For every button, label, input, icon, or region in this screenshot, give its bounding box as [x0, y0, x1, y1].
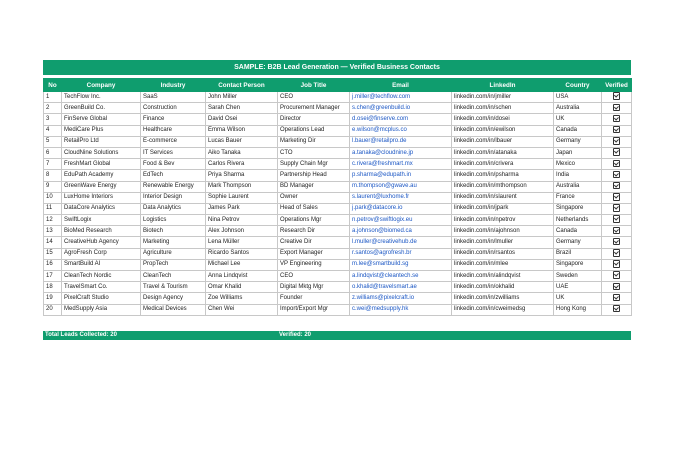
col-header-country[interactable]: Country	[554, 79, 602, 92]
table-row	[44, 147, 632, 158]
cell-company[interactable]: FreshMart Global	[62, 159, 141, 170]
cell-industry[interactable]: E-commerce	[141, 136, 206, 147]
cell-verified[interactable]	[602, 136, 632, 147]
cell-industry[interactable]: Food & Bev	[141, 159, 206, 170]
cell-linkedin[interactable]: linkedin.com/in/okhalid	[452, 282, 554, 293]
cell-job-title[interactable]: Owner	[278, 192, 350, 203]
col-header-email[interactable]: Email	[350, 79, 452, 92]
cell-contact-person[interactable]: Mark Thompson	[206, 181, 278, 192]
table-row	[44, 181, 632, 192]
cell-job-title[interactable]: Partnership Head	[278, 170, 350, 181]
cell-linkedin[interactable]: linkedin.com/in/npetrov	[452, 215, 554, 226]
cell-country[interactable]: France	[554, 192, 602, 203]
cell-contact-person[interactable]: Omar Khalid	[206, 282, 278, 293]
cell-job-title[interactable]: Digital Mktg Mgr	[278, 282, 350, 293]
cell-verified[interactable]	[602, 125, 632, 136]
cell-verified[interactable]	[602, 181, 632, 192]
cell-email[interactable]: d.osei@finserve.com	[350, 114, 452, 125]
cell-verified[interactable]	[602, 170, 632, 181]
cell-verified[interactable]	[602, 293, 632, 304]
cell-no[interactable]: 9	[44, 181, 62, 192]
cell-email[interactable]: r.santos@agrofresh.br	[350, 248, 452, 259]
cell-no[interactable]: 10	[44, 192, 62, 203]
cell-industry[interactable]: PropTech	[141, 259, 206, 270]
checked-checkbox-icon[interactable]	[613, 193, 621, 201]
cell-linkedin[interactable]: linkedin.com/in/crivera	[452, 159, 554, 170]
cell-email[interactable]: s.laurent@luxhome.fr	[350, 192, 452, 203]
cell-company[interactable]: EduPath Academy	[62, 170, 141, 181]
cell-job-title[interactable]: Operations Mgr	[278, 215, 350, 226]
cell-industry[interactable]: Marketing	[141, 237, 206, 248]
cell-job-title[interactable]: VP Engineering	[278, 259, 350, 270]
cell-industry[interactable]: Agriculture	[141, 248, 206, 259]
cell-no[interactable]: 2	[44, 103, 62, 114]
cell-no[interactable]: 7	[44, 159, 62, 170]
cell-verified[interactable]	[602, 304, 632, 315]
cell-job-title[interactable]: Marketing Dir	[278, 136, 350, 147]
table-row	[44, 203, 632, 214]
cell-email[interactable]: e.wilson@mcplus.co	[350, 125, 452, 136]
cell-email[interactable]: p.sharma@edupath.in	[350, 170, 452, 181]
table-row	[44, 192, 632, 203]
cell-industry[interactable]: Design Agency	[141, 293, 206, 304]
cell-no[interactable]: 5	[44, 136, 62, 147]
cell-country[interactable]: Singapore	[554, 203, 602, 214]
cell-country[interactable]: Japan	[554, 147, 602, 158]
cell-company[interactable]: GreenWave Energy	[62, 181, 141, 192]
cell-company[interactable]: SmartBuild AI	[62, 259, 141, 270]
cell-verified[interactable]	[602, 271, 632, 282]
cell-job-title[interactable]: Operations Lead	[278, 125, 350, 136]
cell-email[interactable]: l.bauer@retailpro.de	[350, 136, 452, 147]
checked-checkbox-icon[interactable]	[613, 126, 621, 134]
cell-country[interactable]: Canada	[554, 125, 602, 136]
cell-verified[interactable]	[602, 215, 632, 226]
cell-contact-person[interactable]: Sarah Chen	[206, 103, 278, 114]
cell-company[interactable]: MedSupply Asia	[62, 304, 141, 315]
cell-company[interactable]: BioMed Research	[62, 226, 141, 237]
cell-contact-person[interactable]: Aiko Tanaka	[206, 147, 278, 158]
leads-table	[43, 78, 632, 316]
cell-linkedin[interactable]: linkedin.com/in/alindqvist	[452, 271, 554, 282]
cell-verified[interactable]	[602, 103, 632, 114]
cell-linkedin[interactable]: linkedin.com/in/jmiller	[452, 92, 554, 103]
table-header-row	[44, 79, 632, 92]
checked-checkbox-icon[interactable]	[613, 271, 621, 279]
col-header-contact-person[interactable]: Contact Person	[206, 79, 278, 92]
cell-email[interactable]: m.lee@smartbuild.sg	[350, 259, 452, 270]
table-row	[44, 159, 632, 170]
cell-no[interactable]: 3	[44, 114, 62, 125]
cell-country[interactable]: India	[554, 170, 602, 181]
col-header-job-title[interactable]: Job Title	[278, 79, 350, 92]
table-row	[44, 248, 632, 259]
cell-industry[interactable]: Travel & Tourism	[141, 282, 206, 293]
cell-no[interactable]: 15	[44, 248, 62, 259]
cell-contact-person[interactable]: Alex Johnson	[206, 226, 278, 237]
cell-contact-person[interactable]: James Park	[206, 203, 278, 214]
cell-linkedin[interactable]: linkedin.com/in/lbauer	[452, 136, 554, 147]
cell-verified[interactable]	[602, 259, 632, 270]
verified-count-label: Verified: 20	[279, 332, 312, 338]
lead-sheet	[43, 60, 631, 316]
checked-checkbox-icon[interactable]	[613, 115, 621, 123]
checked-checkbox-icon[interactable]	[613, 260, 621, 268]
cell-company[interactable]: MediCare Plus	[62, 125, 141, 136]
cell-linkedin[interactable]: linkedin.com/in/mthompson	[452, 181, 554, 192]
cell-linkedin[interactable]: linkedin.com/in/slaurent	[452, 192, 554, 203]
cell-industry[interactable]: Biotech	[141, 226, 206, 237]
cell-linkedin[interactable]: linkedin.com/in/cweimedsg	[452, 304, 554, 315]
cell-email[interactable]: m.thompson@gwave.au	[350, 181, 452, 192]
table-row	[44, 237, 632, 248]
cell-job-title[interactable]: Founder	[278, 293, 350, 304]
cell-email[interactable]: j.park@datacore.io	[350, 203, 452, 214]
checked-checkbox-icon[interactable]	[613, 249, 621, 257]
cell-contact-person[interactable]: Lena Müller	[206, 237, 278, 248]
cell-company[interactable]: CloudNine Solutions	[62, 147, 141, 158]
cell-industry[interactable]: Finance	[141, 114, 206, 125]
checked-checkbox-icon[interactable]	[613, 283, 621, 291]
table-row	[44, 304, 632, 315]
cell-linkedin[interactable]: linkedin.com/in/schen	[452, 103, 554, 114]
cell-contact-person[interactable]: John Miller	[206, 92, 278, 103]
cell-no[interactable]: 4	[44, 125, 62, 136]
cell-contact-person[interactable]: Emma Wilson	[206, 125, 278, 136]
cell-country[interactable]: Netherlands	[554, 215, 602, 226]
cell-company[interactable]: DataCore Analytics	[62, 203, 141, 214]
cell-job-title[interactable]: Director	[278, 114, 350, 125]
cell-country[interactable]: Sweden	[554, 271, 602, 282]
cell-email[interactable]: j.miller@techflow.com	[350, 92, 452, 103]
col-header-industry[interactable]: Industry	[141, 79, 206, 92]
cell-verified[interactable]	[602, 114, 632, 125]
cell-company[interactable]: FinServe Global	[62, 114, 141, 125]
table-row	[44, 103, 632, 114]
cell-email[interactable]: z.williams@pixelcraft.io	[350, 293, 452, 304]
cell-email[interactable]: n.petrov@swiftlogix.eu	[350, 215, 452, 226]
cell-company[interactable]: AgroFresh Corp	[62, 248, 141, 259]
cell-linkedin[interactable]: linkedin.com/in/jpark	[452, 203, 554, 214]
checked-checkbox-icon[interactable]	[613, 92, 621, 100]
cell-no[interactable]: 18	[44, 282, 62, 293]
cell-industry[interactable]: Medical Devices	[141, 304, 206, 315]
checked-checkbox-icon[interactable]	[613, 294, 621, 302]
table-body	[44, 92, 632, 316]
cell-company[interactable]: PixelCraft Studio	[62, 293, 141, 304]
table-row	[44, 136, 632, 147]
cell-job-title[interactable]: Procurement Manager	[278, 103, 350, 114]
cell-industry[interactable]: Data Analytics	[141, 203, 206, 214]
checked-checkbox-icon[interactable]	[613, 104, 621, 112]
col-header-no[interactable]: No	[44, 79, 62, 92]
cell-email[interactable]: o.khalid@travelsmart.ae	[350, 282, 452, 293]
table-row	[44, 226, 632, 237]
cell-country[interactable]: USA	[554, 92, 602, 103]
cell-linkedin[interactable]: linkedin.com/in/lmuller	[452, 237, 554, 248]
cell-verified[interactable]	[602, 237, 632, 248]
cell-contact-person[interactable]: David Osei	[206, 114, 278, 125]
cell-job-title[interactable]: Import/Export Mgr	[278, 304, 350, 315]
col-header-linkedin[interactable]: LinkedIn	[452, 79, 554, 92]
cell-contact-person[interactable]: Priya Sharma	[206, 170, 278, 181]
checked-checkbox-icon[interactable]	[613, 204, 621, 212]
cell-job-title[interactable]: Creative Dir	[278, 237, 350, 248]
cell-company[interactable]: CreativeHub Agency	[62, 237, 141, 248]
checked-checkbox-icon[interactable]	[613, 137, 621, 145]
cell-email[interactable]: c.rivera@freshmart.mx	[350, 159, 452, 170]
cell-country[interactable]: Singapore	[554, 259, 602, 270]
cell-job-title[interactable]: BD Manager	[278, 181, 350, 192]
cell-email[interactable]: a.lindqvist@cleantech.se	[350, 271, 452, 282]
cell-verified[interactable]	[602, 147, 632, 158]
cell-company[interactable]: CleanTech Nordic	[62, 271, 141, 282]
col-header-verified[interactable]: Verified	[602, 79, 632, 92]
cell-no[interactable]: 19	[44, 293, 62, 304]
cell-job-title[interactable]: CEO	[278, 92, 350, 103]
cell-company[interactable]: TechFlow Inc.	[62, 92, 141, 103]
checked-checkbox-icon[interactable]	[613, 148, 621, 156]
cell-contact-person[interactable]: Anna Lindqvist	[206, 271, 278, 282]
cell-no[interactable]: 11	[44, 203, 62, 214]
cell-email[interactable]: l.muller@creativehub.de	[350, 237, 452, 248]
cell-industry[interactable]: IT Services	[141, 147, 206, 158]
table-row	[44, 125, 632, 136]
cell-linkedin[interactable]: linkedin.com/in/zwilliams	[452, 293, 554, 304]
checked-checkbox-icon[interactable]	[613, 182, 621, 190]
col-header-company[interactable]: Company	[62, 79, 141, 92]
cell-linkedin[interactable]: linkedin.com/in/ajohnson	[452, 226, 554, 237]
cell-contact-person[interactable]: Zoe Williams	[206, 293, 278, 304]
cell-linkedin[interactable]: linkedin.com/in/dosei	[452, 114, 554, 125]
cell-no[interactable]: 16	[44, 259, 62, 270]
cell-company[interactable]: SwiftLogix	[62, 215, 141, 226]
cell-no[interactable]: 12	[44, 215, 62, 226]
cell-country[interactable]: Mexico	[554, 159, 602, 170]
cell-linkedin[interactable]: linkedin.com/in/rsantos	[452, 248, 554, 259]
cell-email[interactable]: a.johnson@biomed.ca	[350, 226, 452, 237]
cell-verified[interactable]	[602, 159, 632, 170]
checked-checkbox-icon[interactable]	[613, 227, 621, 235]
checked-checkbox-icon[interactable]	[613, 305, 621, 313]
cell-job-title[interactable]: CTO	[278, 147, 350, 158]
cell-industry[interactable]: Construction	[141, 103, 206, 114]
cell-no[interactable]: 1	[44, 92, 62, 103]
cell-verified[interactable]	[602, 92, 632, 103]
cell-country[interactable]: Hong Kong	[554, 304, 602, 315]
cell-country[interactable]: Australia	[554, 103, 602, 114]
cell-no[interactable]: 8	[44, 170, 62, 181]
table-row	[44, 293, 632, 304]
cell-email[interactable]: s.chen@greenbuild.io	[350, 103, 452, 114]
cell-no[interactable]: 14	[44, 237, 62, 248]
cell-industry[interactable]: Interior Design	[141, 192, 206, 203]
cell-linkedin[interactable]: linkedin.com/in/mlee	[452, 259, 554, 270]
checked-checkbox-icon[interactable]	[613, 160, 621, 168]
cell-verified[interactable]	[602, 226, 632, 237]
cell-linkedin[interactable]: linkedin.com/in/psharma	[452, 170, 554, 181]
checked-checkbox-icon[interactable]	[613, 171, 621, 179]
cell-job-title[interactable]: Export Manager	[278, 248, 350, 259]
cell-industry[interactable]: CleanTech	[141, 271, 206, 282]
cell-verified[interactable]	[602, 192, 632, 203]
cell-country[interactable]: Germany	[554, 136, 602, 147]
cell-no[interactable]: 20	[44, 304, 62, 315]
cell-job-title[interactable]: Head of Sales	[278, 203, 350, 214]
cell-country[interactable]: UAE	[554, 282, 602, 293]
cell-contact-person[interactable]: Michael Lee	[206, 259, 278, 270]
cell-job-title[interactable]: Research Dir	[278, 226, 350, 237]
cell-country[interactable]: UK	[554, 293, 602, 304]
cell-company[interactable]: RetailPro Ltd	[62, 136, 141, 147]
cell-contact-person[interactable]: Chen Wei	[206, 304, 278, 315]
checked-checkbox-icon[interactable]	[613, 238, 621, 246]
cell-industry[interactable]: Renewable Energy	[141, 181, 206, 192]
cell-job-title[interactable]: CEO	[278, 271, 350, 282]
table-row	[44, 114, 632, 125]
table-row	[44, 259, 632, 270]
cell-country[interactable]: UK	[554, 114, 602, 125]
cell-country[interactable]: Brazil	[554, 248, 602, 259]
cell-industry[interactable]: Logistics	[141, 215, 206, 226]
table-row	[44, 282, 632, 293]
cell-country[interactable]: Germany	[554, 237, 602, 248]
summary-footer	[43, 331, 631, 340]
table-row	[44, 92, 632, 103]
cell-no[interactable]: 17	[44, 271, 62, 282]
cell-company[interactable]: TravelSmart Co.	[62, 282, 141, 293]
sheet-title: SAMPLE: B2B Lead Generation — Verified Business Contacts	[43, 60, 631, 75]
cell-contact-person[interactable]: Nina Petrov	[206, 215, 278, 226]
total-leads-label: Total Leads Collected: 20	[45, 332, 117, 338]
table-row	[44, 271, 632, 282]
cell-no[interactable]: 13	[44, 226, 62, 237]
cell-industry[interactable]: EdTech	[141, 170, 206, 181]
cell-industry[interactable]: Healthcare	[141, 125, 206, 136]
cell-contact-person[interactable]: Sophie Laurent	[206, 192, 278, 203]
cell-linkedin[interactable]: linkedin.com/in/ewilson	[452, 125, 554, 136]
cell-country[interactable]: Canada	[554, 226, 602, 237]
cell-email[interactable]: a.tanaka@cloudnine.jp	[350, 147, 452, 158]
checked-checkbox-icon[interactable]	[613, 215, 621, 223]
cell-linkedin[interactable]: linkedin.com/in/atanaka	[452, 147, 554, 158]
cell-no[interactable]: 6	[44, 147, 62, 158]
cell-verified[interactable]	[602, 248, 632, 259]
table-row	[44, 215, 632, 226]
cell-country[interactable]: Australia	[554, 181, 602, 192]
cell-email[interactable]: c.wei@medsupply.hk	[350, 304, 452, 315]
cell-verified[interactable]	[602, 203, 632, 214]
table-row	[44, 170, 632, 181]
cell-contact-person[interactable]: Carlos Rivera	[206, 159, 278, 170]
cell-company[interactable]: GreenBuild Co.	[62, 103, 141, 114]
cell-job-title[interactable]: Supply Chain Mgr	[278, 159, 350, 170]
cell-industry[interactable]: SaaS	[141, 92, 206, 103]
cell-verified[interactable]	[602, 282, 632, 293]
cell-company[interactable]: LuxHome Interiors	[62, 192, 141, 203]
cell-contact-person[interactable]: Ricardo Santos	[206, 248, 278, 259]
cell-contact-person[interactable]: Lucas Bauer	[206, 136, 278, 147]
